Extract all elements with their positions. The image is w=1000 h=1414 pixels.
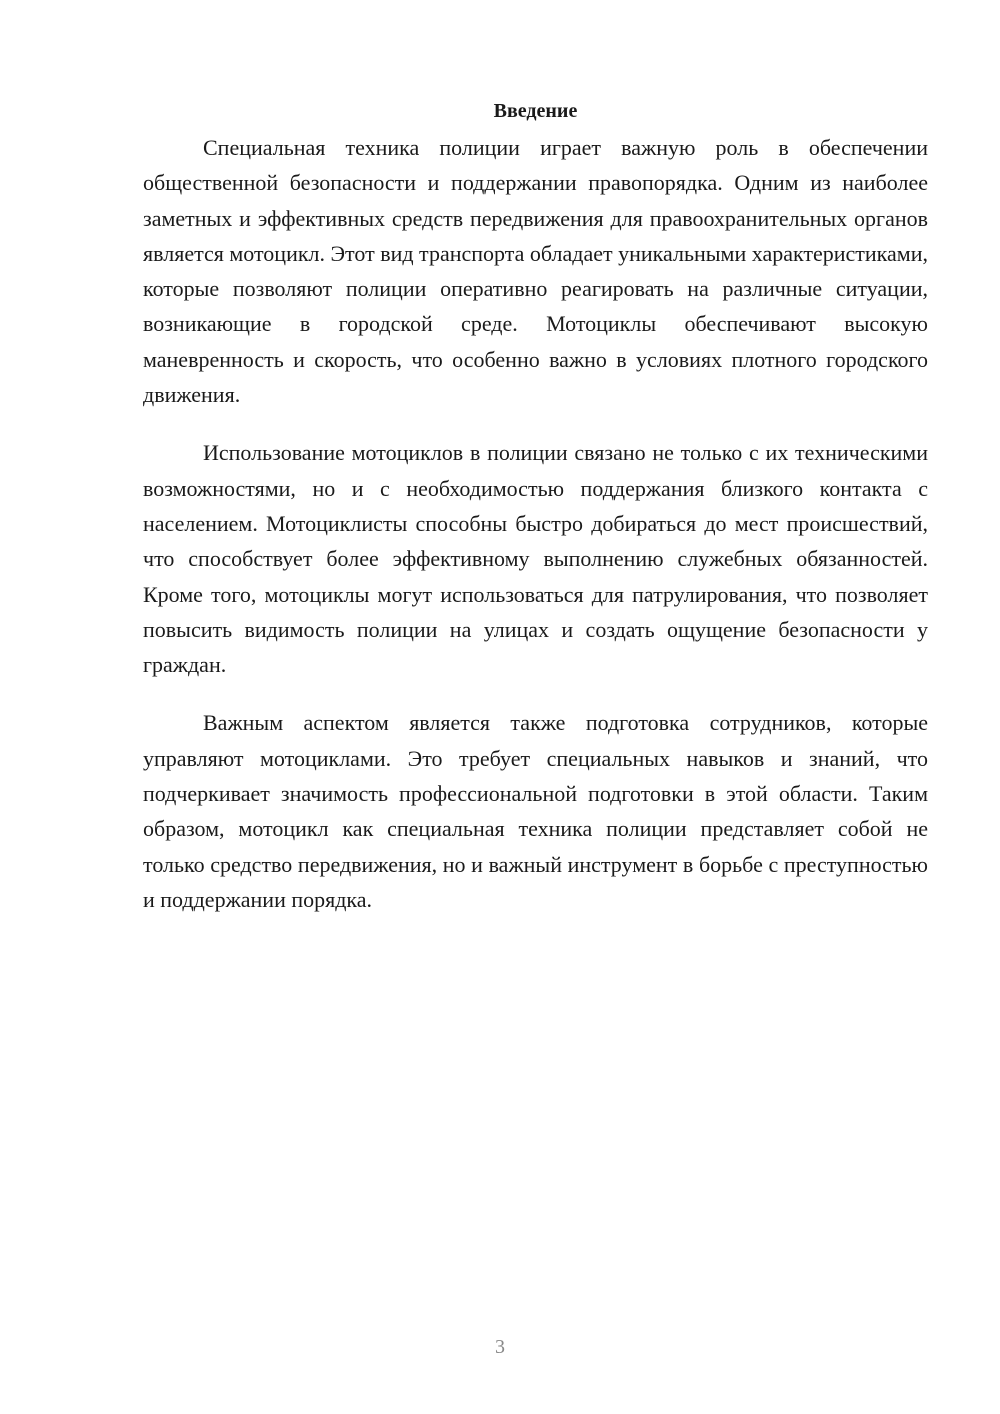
paragraph-3: Важным аспектом является также подготовка сотрудников, которые управляют мотоциклами. Это требует специальных навыков и знаний, что подчеркивает значимость профессиональной подготовки в этой области. Таким образом, мотоцикл как специальная техника полиции представляет собой не только средство передвижения, но и важный инструмент в борьбе с преступностью и поддержании порядка. [143, 710, 928, 912]
paragraph-1: Специальная техника полиции играет важную роль в обеспечении общественной безопасности и поддержании правопорядка. Одним из наиболее заметных и эффективных средств передвижения для правоохранительных органов является мотоцикл. Этот вид транспорта обладает уникальными характеристиками, которые позволяют полиции оперативно реагировать на различные ситуации, возникающие в городской среде. Мотоциклы обеспечивают высокую маневренность и скорость, что особенно важно в условиях плотного городского движения. [143, 135, 928, 408]
page-content [143, 96, 928, 940]
section-title: Введение [493, 100, 578, 122]
paragraph-2: Использование мотоциклов в полиции связано не только с их техническими возможностями, но и с необходимостью поддержания близкого контакта с населением. Мотоциклисты способны быстро добираться до мест происшествий, что способствует более эффективному выполнению служебных обязанностей. Кроме того, мотоциклы могут использоваться для патрулирования, что позволяет повысить видимость полиции на улицах и создать ощущение безопасности у граждан. [143, 440, 928, 678]
page-number: 3 [495, 1336, 505, 1358]
